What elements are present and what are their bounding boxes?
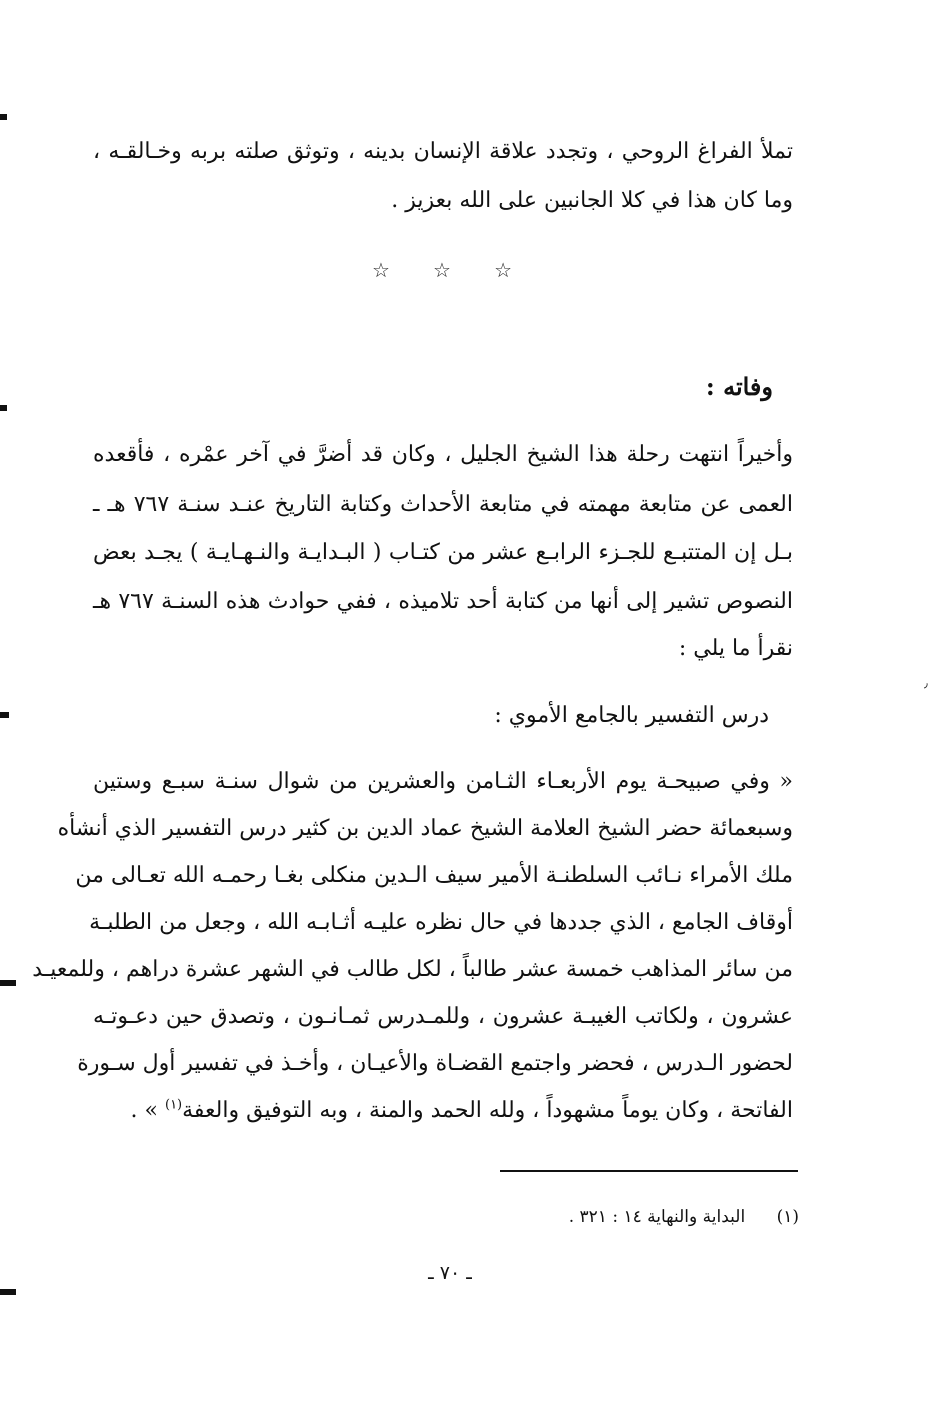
footnote-rule [500, 1170, 798, 1172]
subheading: درس التفسير بالجامع الأموي : [494, 703, 769, 728]
quote-line: وسبعمائة حضر الشيخ العلامة الشيخ عماد الدين بن كثير درس التفسير الذي أنشأه [57, 816, 793, 841]
intro-line: تملأ الفراغ الروحي ، وتجدد علاقة الإنسان بدينه ، وتوثق صلته بربه وخـالقـه ، [93, 139, 793, 164]
intro-line: وما كان هذا في كلا الجانبين على الله بعزيز . [391, 188, 793, 213]
star-icon: ☆ [433, 258, 451, 282]
quote-line: « وفي صبيحـة يوم الأربعـاء الثـامن والعشرين من شوال سنـة سبـع وستين [93, 769, 793, 794]
paragraph-line: وأخيراً انتهت رحلة هذا الشيخ الجليل ، وكان قد أضرَّ في آخر عمْره ، فأقعده [93, 442, 793, 467]
quote-line: من سائر المذاهب خمسة عشر طالباً ، لكل طالب في الشهر عشرة دراهم ، وللمعيـد [32, 957, 793, 982]
scan-speck: ٫ [924, 676, 928, 690]
quote-last-text: الفاتحة ، وكان يوماً مشهوداً ، ولله الحمد والمنة ، وبه التوفيق والعفة [182, 1098, 793, 1123]
paragraph-line: النصوص تشير إلى أنها من كتابة أحد تلاميذه ، ففي حوادث هذه السنـة ٧٦٧ هـ [93, 589, 793, 614]
scan-mark [0, 405, 7, 411]
quote-line: لحضور الـدرس ، فحضر واجتمع القضـاة والأعيـان ، وأخـذ في تفسير أول سـورة [77, 1051, 793, 1076]
quote-line: ملك الأمراء نـائب السلطنـة الأمير سيف الـدين منكلى بغـا رحمـه الله تعـالى من [75, 863, 793, 888]
paragraph-line: العمى عن متابعة مهمته في متابعة الأحداث وكتابة التاريخ عنـد سنـة ٧٦٧ هـ ـ [93, 492, 793, 517]
paragraph-line: نقرأ ما يلي : [678, 636, 793, 661]
scan-mark [0, 114, 7, 120]
scan-mark [0, 712, 9, 718]
footnote-text: البداية والنهاية ١٤ : ٣٢١ . [568, 1207, 746, 1227]
footnote-marker[interactable]: (١) [164, 1097, 183, 1113]
paragraph-line: بـل إن المتتبـع للجـزء الرابـع عشر من كتـاب ( البـدايـة والنـهـايـة ) يجـد بعض [93, 540, 793, 565]
footnote [569, 1207, 799, 1227]
page-number: ـ ٧٠ ـ [428, 1262, 472, 1284]
star-icon: ☆ [372, 258, 390, 282]
quote-close: » . [130, 1098, 165, 1123]
star-icon: ☆ [494, 258, 512, 282]
footnote-number: (١) [776, 1207, 799, 1227]
quote-line: أوقاف الجامع ، الذي جددها في حال نظره عليـه أثـابـه الله ، وجعل من الطلبـة [89, 910, 793, 935]
star-separator [372, 258, 512, 282]
quote-last-line [93, 1096, 793, 1126]
section-heading: وفاته : [705, 372, 773, 401]
scan-mark [0, 980, 16, 986]
quote-line: عشرون ، ولكاتب الغيبـة عشرون ، وللمـدرس ثمـانـون ، وتصدق حين دعـوتـه [93, 1004, 793, 1029]
scan-mark [0, 1289, 16, 1295]
